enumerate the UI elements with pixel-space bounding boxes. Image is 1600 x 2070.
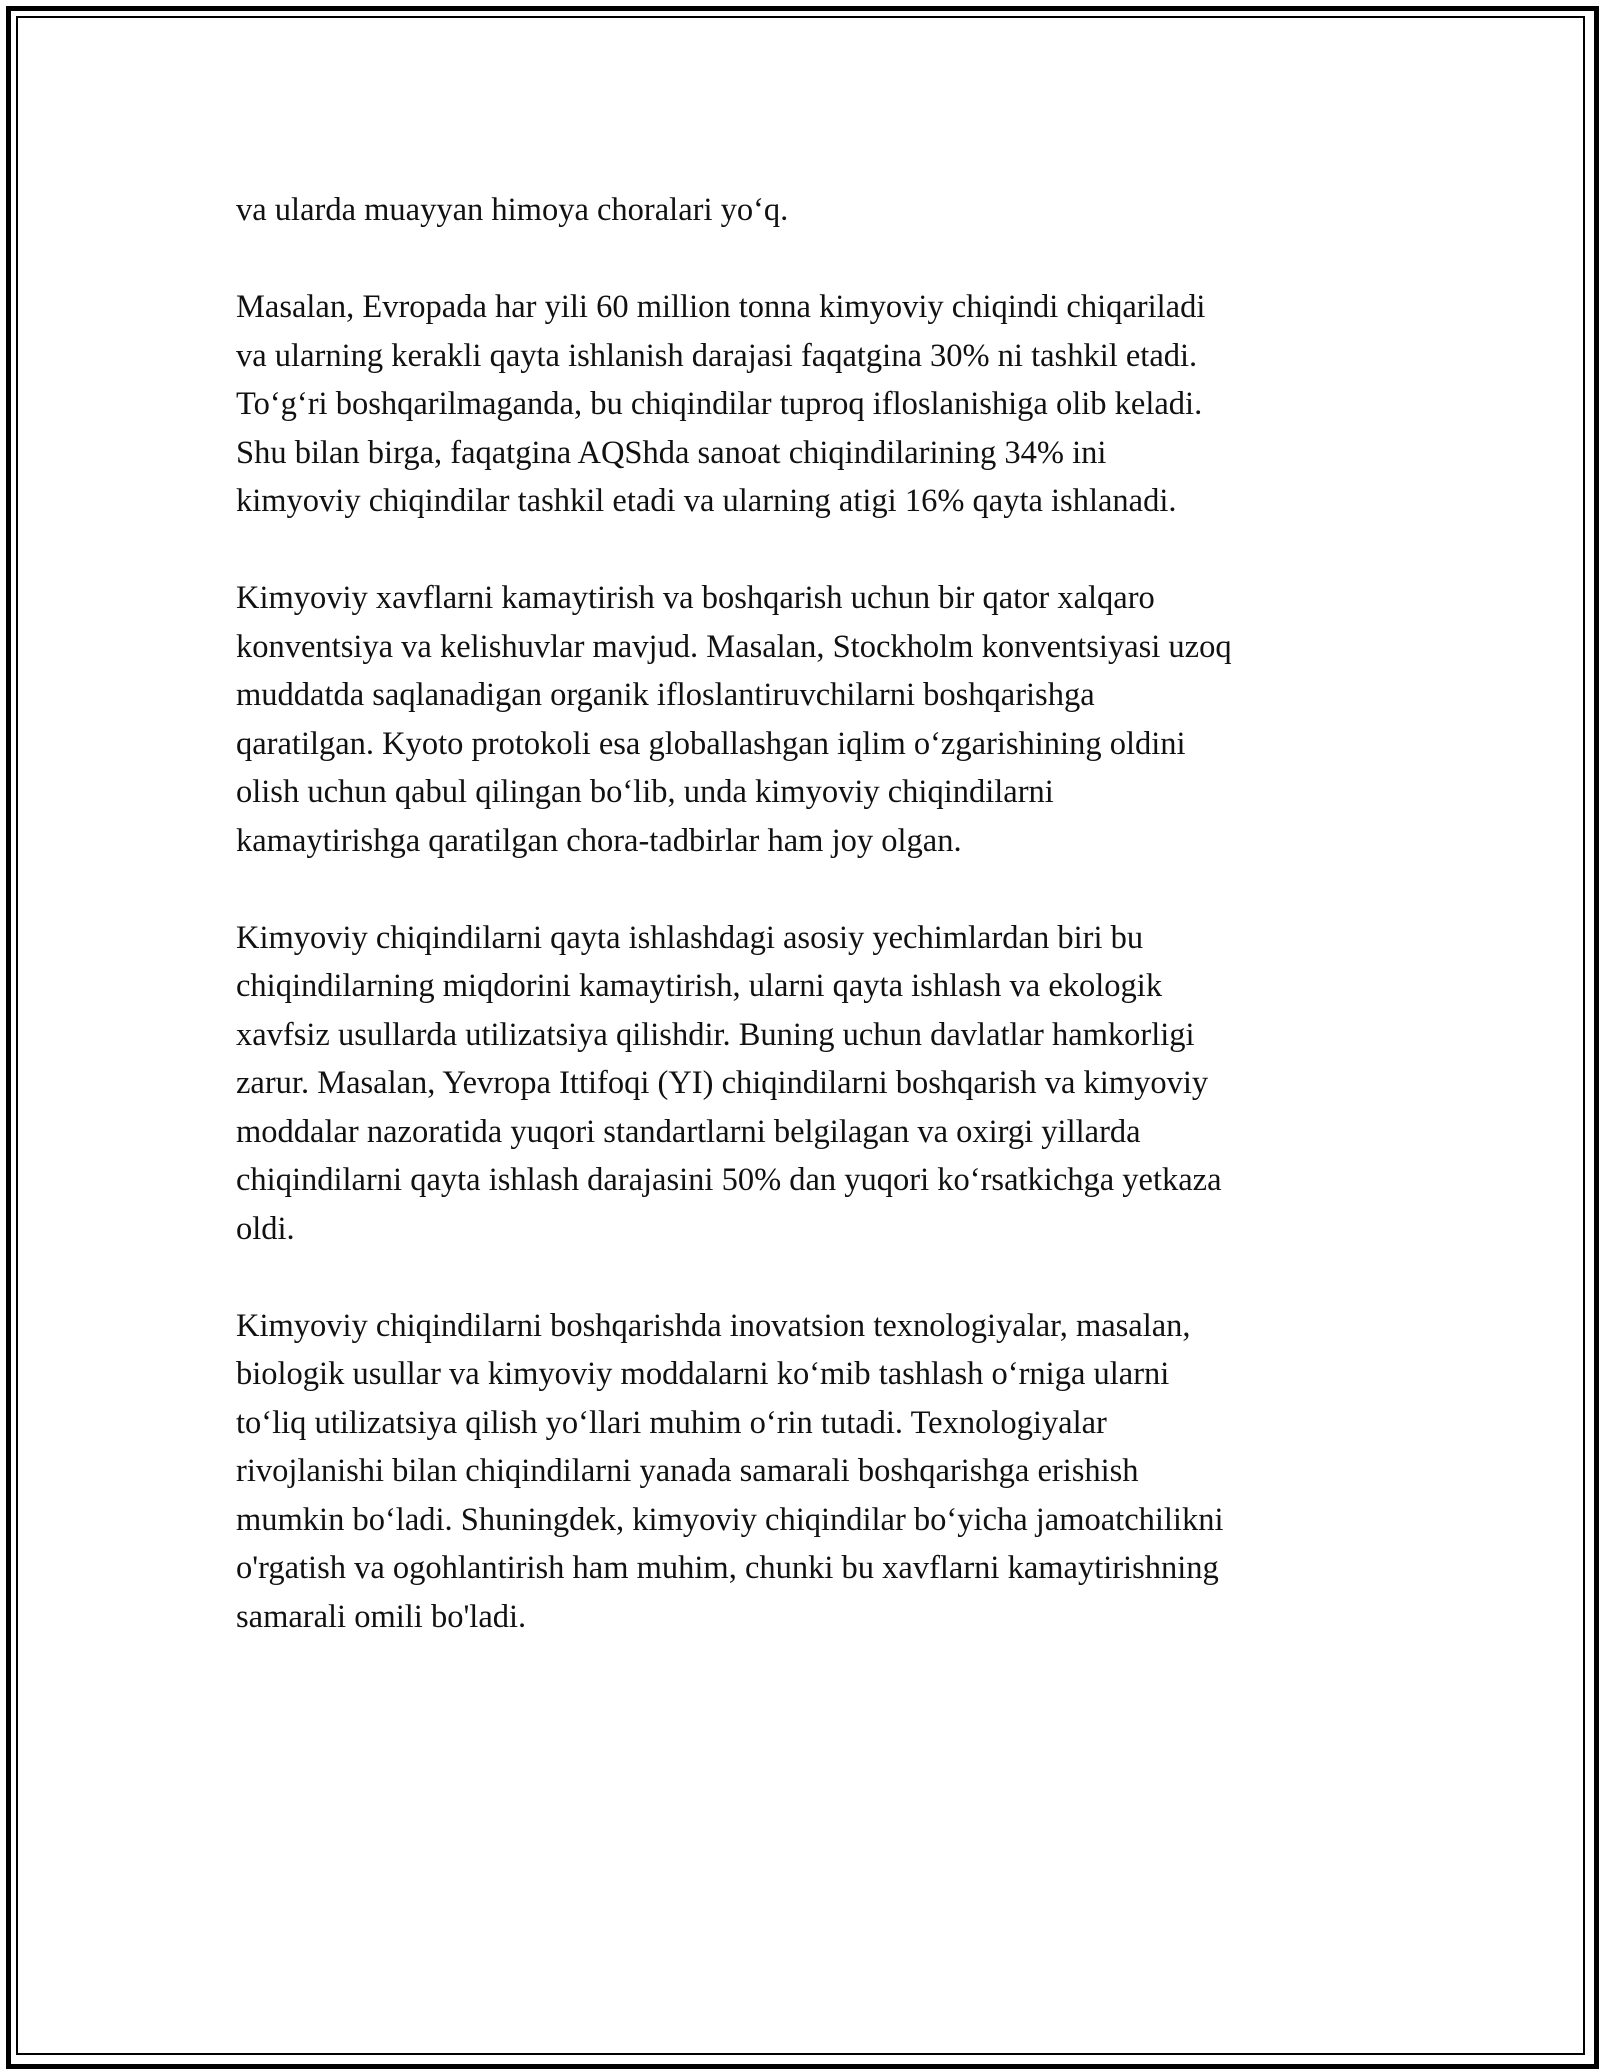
text-line: kamaytirishga qaratilgan chora-tadbirlar ham joy olgan. — [236, 822, 962, 859]
text-line: xavfsiz usullarda utilizatsiya qilishdir. Buning uchun davlatlar hamkorligi — [236, 1016, 1195, 1053]
text-line: qaratilgan. Kyoto protokoli esa globallashgan iqlim o‘zgarishining oldini — [236, 725, 1186, 762]
text-line: Kimyoviy chiqindilarni boshqarishda inovatsion texnologiyalar, masalan, — [236, 1307, 1191, 1344]
text-line: to‘liq utilizatsiya qilish yo‘llari muhim o‘rin tutadi. Texnologiyalar — [236, 1404, 1107, 1441]
text-line: chiqindilarni qayta ishlash darajasini 50% dan yuqori ko‘rsatkichga yetkaza — [236, 1162, 1222, 1198]
paragraph-4 — [236, 914, 1376, 1254]
text-line: biologik usullar va kimyoviy moddalarni ko‘mib tashlash o‘rniga ularni — [236, 1356, 1170, 1392]
text-line: mumkin bo‘ladi. Shuningdek, kimyoviy chiqindilar bo‘yicha jamoatchilikni — [236, 1501, 1224, 1538]
text-line: olish uchun qabul qilingan bo‘lib, unda kimyoviy chiqindilarni — [236, 774, 1054, 810]
paragraph-3 — [236, 574, 1376, 865]
text-line: va ularda muayyan himoya choralari yo‘q. — [236, 192, 789, 228]
text-line: Kimyoviy xavflarni kamaytirish va boshqarish uchun bir qator xalqaro — [236, 580, 1155, 616]
text-line: chiqindilarning miqdorini kamaytirish, ularni qayta ishlash va ekologik — [236, 968, 1163, 1004]
text-line: o'rgatish va ogohlantirish ham muhim, chunki bu xavflarni kamaytirishning — [236, 1550, 1219, 1586]
text-line: samarali omili bo'ladi. — [236, 1598, 527, 1635]
paragraph-5 — [236, 1302, 1376, 1642]
text-line: Kimyoviy chiqindilarni qayta ishlashdagi asosiy yechimlardan biri bu — [236, 919, 1144, 956]
text-line: Shu bilan birga, faqatgina AQShda sanoat chiqindilarining 34% ini — [236, 434, 1107, 471]
paragraph-2 — [236, 283, 1376, 526]
text-line: zarur. Masalan, Yevropa Ittifoqi (YI) chiqindilarni boshqarish va kimyoviy — [236, 1065, 1209, 1101]
text-line: Masalan, Evropada har yili 60 million tonna kimyoviy chiqindi chiqariladi — [236, 289, 1206, 325]
text-line: moddalar nazoratida yuqori standartlarni belgilagan va oxirgi yillarda — [236, 1113, 1141, 1150]
paragraph-1 — [236, 186, 1376, 235]
text-line: va ularning kerakli qayta ishlanish darajasi faqatgina 30% ni tashkil etadi. — [236, 337, 1198, 374]
text-line: konventsiya va kelishuvlar mavjud. Masalan, Stockholm konventsiyasi uzoq — [236, 628, 1232, 665]
text-line: muddatda saqlanadigan organik ifloslantiruvchilarni boshqarishga — [236, 677, 1095, 713]
document-body — [236, 186, 1376, 1690]
text-line: rivojlanishi bilan chiqindilarni yanada samarali boshqarishga erishish — [236, 1453, 1139, 1489]
text-line: oldi. — [236, 1210, 295, 1247]
text-line: kimyoviy chiqindilar tashkil etadi va ularning atigi 16% qayta ishlanadi. — [236, 483, 1177, 519]
text-line: To‘g‘ri boshqarilmaganda, bu chiqindilar tuproq ifloslanishiga olib keladi. — [236, 386, 1203, 422]
